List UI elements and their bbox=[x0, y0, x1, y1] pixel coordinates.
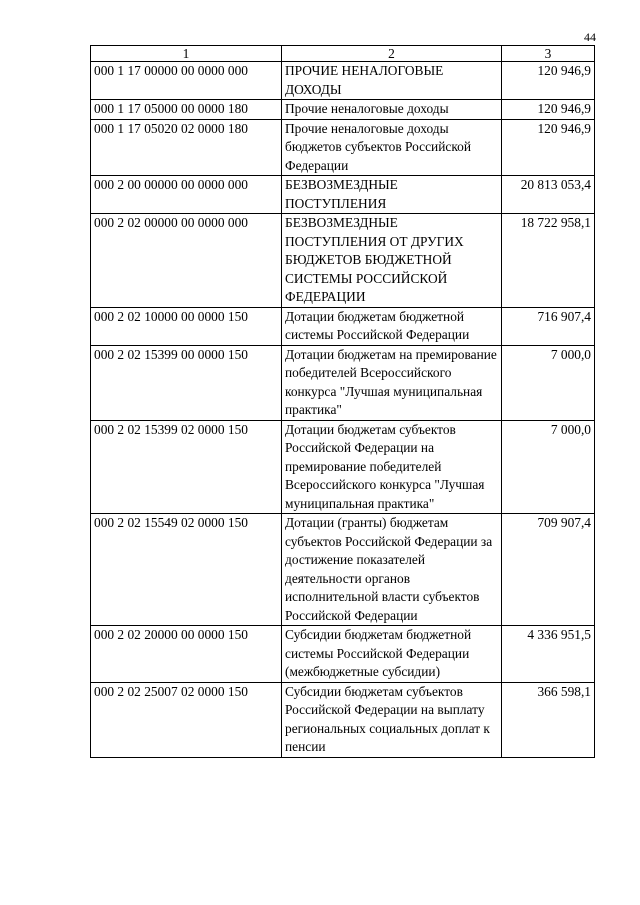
page-number: 44 bbox=[584, 30, 596, 44]
table-row bbox=[91, 119, 595, 176]
table-row bbox=[91, 345, 595, 420]
budget-code: 000 2 02 15399 02 0000 150 bbox=[91, 420, 282, 514]
revenue-name: БЕЗВОЗМЕЗДНЫЕ ПОСТУПЛЕНИЯ bbox=[282, 176, 502, 214]
table-row bbox=[91, 514, 595, 626]
amount: 4 336 951,5 bbox=[502, 626, 595, 683]
amount: 709 907,4 bbox=[502, 514, 595, 626]
column-header-2: 2 bbox=[282, 46, 502, 62]
revenue-name: Прочие неналоговые доходы бюджетов субъектов Российской Федерации bbox=[282, 119, 502, 176]
budget-code: 000 2 00 00000 00 0000 000 bbox=[91, 176, 282, 214]
amount: 120 946,9 bbox=[502, 62, 595, 100]
column-header-3: 3 bbox=[502, 46, 595, 62]
budget-code: 000 2 02 15399 00 0000 150 bbox=[91, 345, 282, 420]
budget-code: 000 1 17 05020 02 0000 180 bbox=[91, 119, 282, 176]
table-row bbox=[91, 626, 595, 683]
amount: 366 598,1 bbox=[502, 682, 595, 757]
amount: 120 946,9 bbox=[502, 100, 595, 120]
amount: 18 722 958,1 bbox=[502, 214, 595, 308]
budget-code: 000 2 02 10000 00 0000 150 bbox=[91, 307, 282, 345]
amount: 20 813 053,4 bbox=[502, 176, 595, 214]
amount: 7 000,0 bbox=[502, 345, 595, 420]
column-header-1: 1 bbox=[91, 46, 282, 62]
budget-code: 000 1 17 05000 00 0000 180 bbox=[91, 100, 282, 120]
table-header-row bbox=[91, 46, 595, 62]
revenue-name: Прочие неналоговые доходы bbox=[282, 100, 502, 120]
table-row bbox=[91, 682, 595, 757]
revenue-name: Субсидии бюджетам бюджетной системы Российской Федерации (межбюджетные субсидии) bbox=[282, 626, 502, 683]
amount: 7 000,0 bbox=[502, 420, 595, 514]
budget-code: 000 2 02 00000 00 0000 000 bbox=[91, 214, 282, 308]
table-row bbox=[91, 62, 595, 100]
budget-code: 000 1 17 00000 00 0000 000 bbox=[91, 62, 282, 100]
table-row bbox=[91, 214, 595, 308]
budget-code: 000 2 02 15549 02 0000 150 bbox=[91, 514, 282, 626]
table-row bbox=[91, 420, 595, 514]
revenue-name: БЕЗВОЗМЕЗДНЫЕ ПОСТУПЛЕНИЯ ОТ ДРУГИХ БЮДЖЕТОВ БЮДЖЕТНОЙ СИСТЕМЫ РОССИЙСКОЙ ФЕДЕРАЦИИ bbox=[282, 214, 502, 308]
revenue-name: Дотации бюджетам бюджетной системы Российской Федерации bbox=[282, 307, 502, 345]
table-row bbox=[91, 176, 595, 214]
table-row bbox=[91, 307, 595, 345]
budget-code: 000 2 02 20000 00 0000 150 bbox=[91, 626, 282, 683]
revenue-name: Субсидии бюджетам субъектов Российской Федерации на выплату региональных социальных доплат к пенсии bbox=[282, 682, 502, 757]
amount: 716 907,4 bbox=[502, 307, 595, 345]
revenue-name: Дотации бюджетам на премирование победителей Всероссийского конкурса "Лучшая муниципальная практика" bbox=[282, 345, 502, 420]
revenue-name: Дотации бюджетам субъектов Российской Федерации на премирование победителей Всероссийского конкурса "Лучшая муниципальная практика" bbox=[282, 420, 502, 514]
revenue-name: ПРОЧИЕ НЕНАЛОГОВЫЕ ДОХОДЫ bbox=[282, 62, 502, 100]
amount: 120 946,9 bbox=[502, 119, 595, 176]
budget-table bbox=[90, 45, 595, 758]
table-row bbox=[91, 100, 595, 120]
revenue-name: Дотации (гранты) бюджетам субъектов Российской Федерации за достижение показателей деятельности органов исполнительной власти субъектов Российской Федерации bbox=[282, 514, 502, 626]
budget-code: 000 2 02 25007 02 0000 150 bbox=[91, 682, 282, 757]
